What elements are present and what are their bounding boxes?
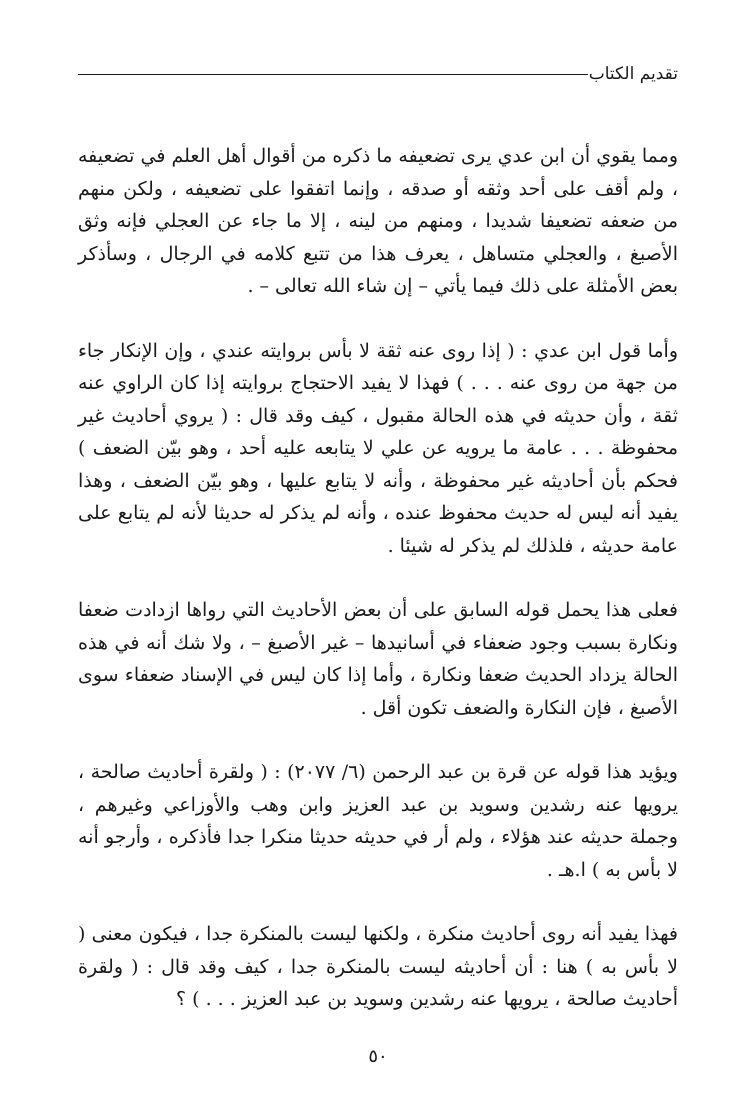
paragraph-5: فهذا يفيد أنه روى أحاديث منكرة ، ولكنها ليست بالمنكرة جدا ، فيكون معنى ( لا بأس به ) هنا : أن أحاديثه ليست بالمنكرة جدا ، كيف وقد قال : ( ولقرة أحاديث صالحة ، يرويها عنه رشدين وسويد بن عبد العزيز . . . ) ؟ bbox=[78, 923, 678, 1010]
paragraph-4: ويؤيد هذا قوله عن قرة بن عبد الرحمن (٦/ ٢٠٧٧) : ( ولقرة أحاديث صالحة ، يرويها عنه رشدين وسويد بن عبد العزيز وابن وهب والأوزاعي وغيرهم ، وجملة حديثه عند هؤلاء ، ولم أر في حديثه حديثا منكرا جدا فأذكره ، وأرجو أنه لا بأس به ) ا.هـ . bbox=[78, 761, 678, 881]
body-text bbox=[78, 140, 678, 1048]
header-rule bbox=[78, 74, 588, 75]
running-title: تقديم الكتاب bbox=[583, 62, 678, 86]
running-header bbox=[78, 62, 678, 88]
paragraph-3: فعلى هذا يحمل قوله السابق على أن بعض الأحاديث التي رواها ازدادت ضعفا ونكارة بسبب وجود ضعفاء في أسانيدها – غير الأصبغ – ، ولا شك أنه في هذه الحالة يزداد الحديث ضعفا ونكارة ، وأما إذا كان ليس في الإسناد ضعفاء سوى الأصبغ ، فإن النكارة والضعف تكون أقل . bbox=[78, 599, 678, 719]
paragraph-1: ومما يقوي أن ابن عدي يرى تضعيفه ما ذكره من أقوال أهل العلم في تضعيفه ، ولم أقف على أحد وثقه أو صدقه ، وإنما اتفقوا على تضعيفه ، ولكن منهم من ضعفه تضعيفا شديدا ، ومنهم من لينه ، إلا ما جاء عن العجلي فإنه وثق الأصبغ ، والعجلي متساهل ، يعرف هذا من تتبع كلامه في الرجال ، وسأذكر بعض الأمثلة على ذلك فيما يأتي – إن شاء الله تعالى – . bbox=[78, 145, 678, 297]
paragraph-2: وأما قول ابن عدي : ( إذا روى عنه ثقة لا بأس بروايته عندي ، وإن الإنكار جاء من جهة من روى عنه . . . ) فهذا لا يفيد الاحتجاج بروايته إذا كان الراوي عنه ثقة ، وأن حديثه في هذه الحالة مقبول ، كيف وقد قال : ( يروي أحاديث غير محفوظة . . . عامة ما يرويه عن علي لا يتابعه عليه أحد ، وهو بيّن الضعف ) فحكم بأن أحاديثه غير محفوظة ، وأنه لا يتابع عليها ، وهو بيّن الضعف ، وهذا يفيد أنه ليس له حديث محفوظ عنده ، وأنه لم يذكر له حديثا لأنه لم يتابع على عامة حديثه ، فلذلك لم يذكر له شيئا . bbox=[78, 339, 678, 557]
page-number: ٥٠ bbox=[368, 1046, 388, 1067]
